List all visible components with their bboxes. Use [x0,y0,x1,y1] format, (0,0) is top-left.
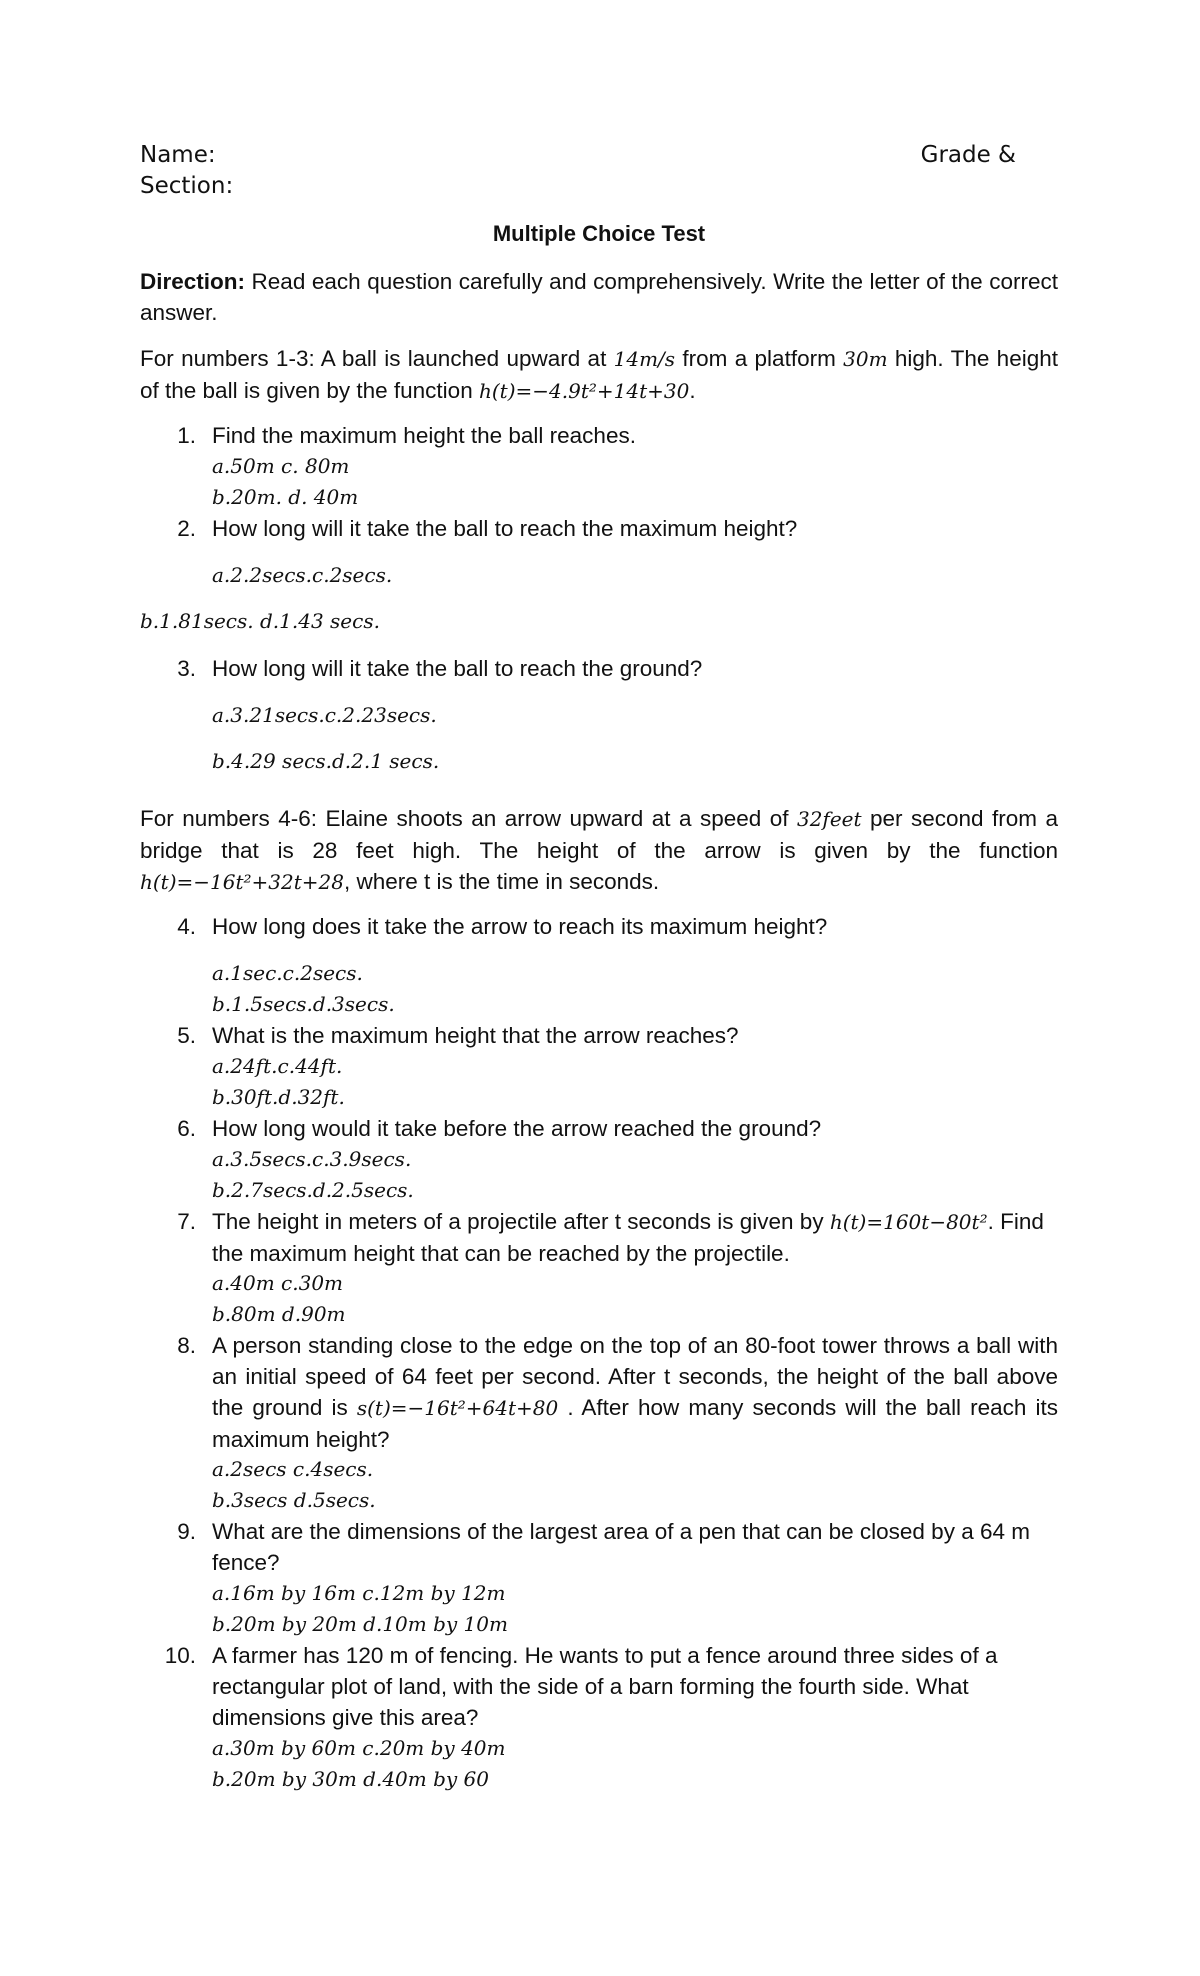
question-number: 2. [177,516,196,541]
option-line-a: a.40m c.30m [212,1271,344,1295]
name-label: Name: [140,142,216,168]
intro-text: , where t is the time in seconds. [344,869,660,894]
option-line-a: a.1sec.c.2secs. [212,961,363,985]
question-text: How long does it take the arrow to reach its maximum height? [212,914,828,939]
option-line-b: b.3secs d.5secs. [212,1488,376,1512]
question-text-part: . Find the maximum height that can be reached by the projectile. [212,1209,1044,1266]
question-text: How long will it take the ball to reach the maximum height? [212,516,798,541]
grade-label: Grade & [920,142,1016,168]
speed-expression: 14m/s [613,347,676,371]
height-function: s(t)=−16t²+64t+80 [356,1396,559,1420]
question-number: 9. [177,1519,196,1544]
question-number: 8. [177,1333,196,1358]
option-line-a: a.2.2secs.c.2secs. [212,563,393,587]
option-line-a: a.24ft.c.44ft. [212,1054,343,1078]
question-text [212,1206,1058,1269]
question-text [212,1330,1058,1455]
option-line-a: a.3.21secs.c.2.23secs. [212,703,437,727]
option-line-a: a.2secs c.4secs. [212,1457,374,1481]
option-line-b: b.1.5secs.d.3secs. [212,992,395,1016]
question-number: 6. [177,1116,196,1141]
question-text: Find the maximum height the ball reaches. [212,423,636,448]
option-line-b: b.2.7secs.d.2.5secs. [212,1178,414,1202]
question-number: 10. [164,1643,196,1668]
question-number: 7. [177,1209,196,1234]
option-line-b: b.20m by 30m d.40m by 60 [212,1767,490,1791]
direction-text: Read each question carefully and comprehensively. Write the letter of the correct answer. [140,269,1058,325]
intro-text: high. The height of the ball is given by the function [140,346,1058,403]
intro-arrow-paragraph [140,803,1058,898]
option-line-a: a.3.5secs.c.3.9secs. [212,1147,412,1171]
speed-expression: 32feet [796,807,862,831]
question-text: What is the maximum height that the arrow reaches? [212,1023,739,1048]
direction-label: Direction: [140,269,246,294]
option-line-b: b.4.29 secs.d.2.1 secs. [212,749,440,773]
intro-text: from a platform [675,346,844,371]
option-line-b: b.20m. d. 40m [212,485,359,509]
height-function: h(t)=−16t²+32t+28 [140,870,344,894]
section-label: Section: [140,173,234,199]
question-text-part: The height in meters of a projectile after t seconds is given by [212,1209,830,1234]
option-line-b: b.80m d.90m [212,1302,346,1326]
question-number: 5. [177,1023,196,1048]
question-text: How long will it take the ball to reach the ground? [212,656,703,681]
option-line-b: b.30ft.d.32ft. [212,1085,345,1109]
intro-text: For numbers 1-3: A ball is launched upward at [140,346,614,371]
option-line-a: a.30m by 60m c.20m by 40m [212,1736,506,1760]
intro-text: . [689,378,696,403]
question-text-part: . After how many seconds will the ball reach its maximum height? [212,1395,1059,1452]
height-function: h(t)=−4.9t²+14t+30 [478,379,690,403]
platform-expression: 30m [843,347,888,371]
question-text: A farmer has 120 m of fencing. He wants to put a fence around three sides of a rectangular plot of land, with the side of a barn forming the fourth side. What dimensions give this area? [212,1643,998,1730]
question-text-part: A person standing close to the edge on the top of an 80-foot tower throws a ball with an initial speed of 64 feet per second. After t seconds, the height of the ball above the ground is [212,1333,1058,1420]
height-function: h(t)=160t−80t² [829,1210,988,1234]
option-line-b: b.20m by 20m d.10m by 10m [212,1612,508,1636]
option-line-a: a.16m by 16m c.12m by 12m [212,1581,506,1605]
question-number: 4. [177,914,196,939]
question-text: How long would it take before the arrow reached the ground? [212,1116,822,1141]
intro-text: per second from a bridge that is 28 feet high. The height of the arrow is given by the function [140,806,1058,863]
test-title: Multiple Choice Test [492,221,706,246]
intro-text: For numbers 4-6: Elaine shoots an arrow upward at a speed of [140,806,797,831]
intro-ball-paragraph [140,343,1058,407]
question-text: What are the dimensions of the largest area of a pen that can be closed by a 64 m fence? [212,1519,1030,1575]
question-number: 1. [177,423,196,448]
direction-paragraph [140,266,1058,328]
option-line-b: b.1.81secs. d.1.43 secs. [140,609,380,633]
option-line-a: a.50m c. 80m [212,454,350,478]
question-number: 3. [177,656,196,681]
